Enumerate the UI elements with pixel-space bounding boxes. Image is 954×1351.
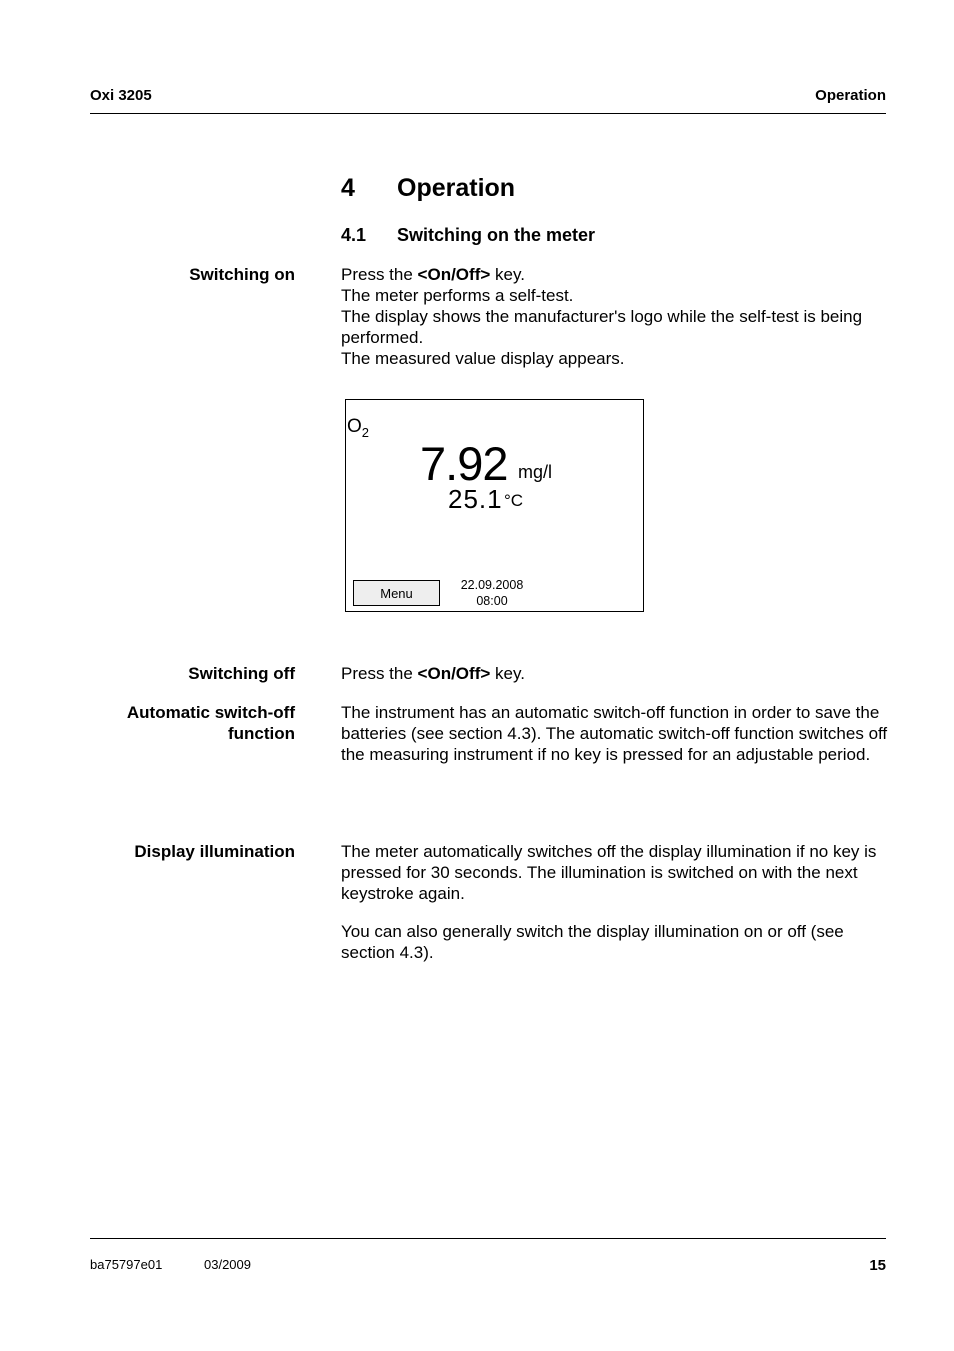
menu-softkey: Menu [353,580,440,606]
line1-pre: Press the [341,265,418,284]
switching-on-label: Switching on [189,265,295,284]
switching-off-pre: Press the [341,664,418,683]
parameter-label [347,416,369,440]
illumination-label: Display illumination [134,842,295,861]
param-symbol: O [347,416,362,437]
illumination-text [341,841,889,963]
footer-date: 03/2009 [204,1257,251,1272]
header-rule [90,113,886,114]
switching-off-key: <On/Off> [417,664,491,683]
auto-off-label-line2: function [227,724,295,743]
switching-off-text [341,663,889,684]
chapter-title: Operation [397,174,516,202]
measured-unit: mg/l [518,462,553,482]
line1-post: key. [490,265,525,284]
header-left: Oxi 3205 [90,87,152,104]
display-time: 08:00 [476,594,508,608]
switching-on-text [341,264,889,369]
footer-rule [90,1238,886,1239]
header-right: Operation [815,87,886,104]
switching-on-line3: The display shows the manufacturer's logo while the self-test is being performed. [341,307,863,347]
auto-off-label [127,702,295,744]
date-time [450,577,534,609]
switching-off-label: Switching off [188,664,295,683]
temperature-unit: °C [504,491,524,510]
footer-doc-id: ba75797e01 [90,1257,163,1272]
section-number: 4.1 [341,225,367,245]
illumination-para1: The meter automatically switches off the display illumination if no key is pressed for 30 seconds. The illumination is switched on with the next keystroke again. [341,842,877,903]
auto-off-text: The instrument has an automatic switch-off function in order to save the batteries (see section 4.3). The automatic switch-off function switches off the measuring instrument if no key is pressed for an adjustable period. [341,703,888,764]
chapter-number: 4 [341,174,355,202]
switching-on-line4: The measured value display appears. [341,349,625,368]
switching-on-line1 [341,264,889,285]
on-off-key: <On/Off> [417,265,491,284]
section-title: Switching on the meter [397,225,596,245]
display-date: 22.09.2008 [460,578,524,592]
switching-on-line2: The meter performs a self-test. [341,286,574,305]
illumination-para2: You can also generally switch the display illumination on or off (see section 4.3). [341,922,844,962]
measured-value: 7.92 [420,437,508,490]
meter-display [345,399,644,612]
param-subscript: 2 [361,424,370,440]
auto-off-label-line1: Automatic switch-off [126,703,295,722]
temperature-value: 25.1 [448,484,503,514]
page-number: 15 [869,1257,886,1274]
switching-off-post: key. [490,664,525,683]
